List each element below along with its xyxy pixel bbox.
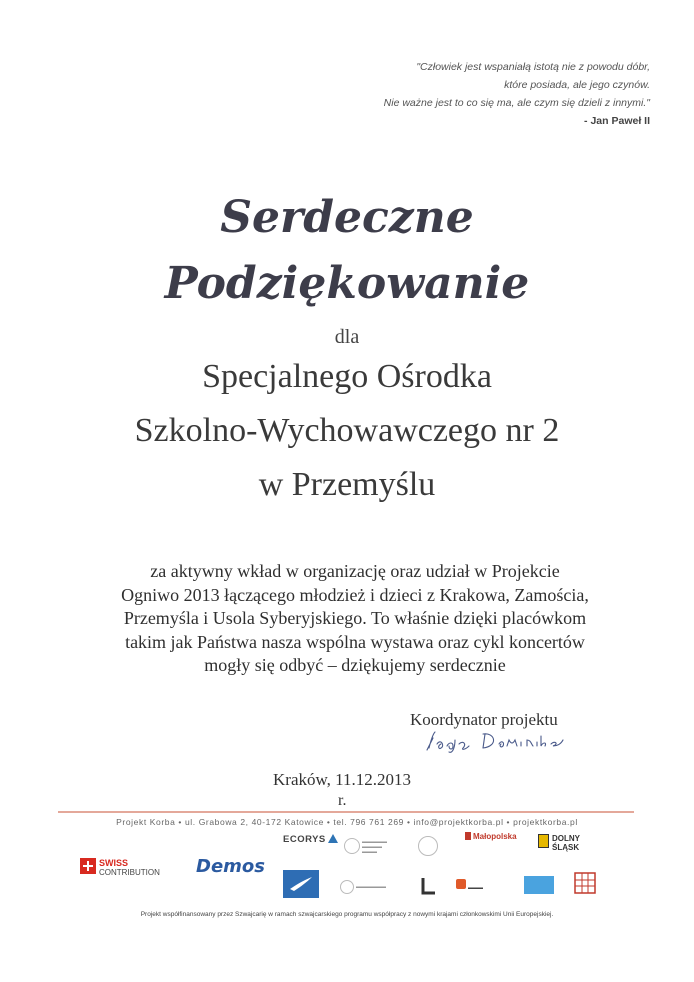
body-line: mogły się odbyć – dziękujemy serdecznie — [204, 655, 506, 675]
ecorys-logo-text: ECORYS — [283, 834, 326, 845]
footer-contact: Projekt Korba • ul. Grabowa 2, 40-172 Katowice • tel. 796 761 269 • info@projektkorba.pl • projektkorba.pl — [116, 817, 578, 827]
emblem-icon — [340, 880, 354, 894]
demos-logo: Demos — [196, 856, 265, 877]
quote-line: które posiada, ale jego czynów. — [504, 79, 650, 91]
funding-disclaimer: Projekt współfinansowany przez Szwajcarię w ramach szwajcarskiego programu współpracy z nowymi krajami członkowskimi Unii Europejskiej. — [140, 911, 554, 918]
eagle-emblem-icon — [344, 838, 360, 854]
body-line: za aktywny wkład w organizację oraz udział w Projekcie — [150, 561, 560, 581]
recipient-line-1: Specjalnego Ośrodka — [202, 358, 492, 395]
grid-logo-icon — [574, 872, 596, 894]
swiss-logo-bottom: CONTRIBUTION — [99, 867, 160, 877]
body-text — [60, 560, 650, 678]
recipient-line-2: Szkolno-Wychowawczego nr 2 — [134, 412, 560, 449]
triangle-icon — [328, 834, 338, 843]
katowice-logo: ▬▬▬ — [456, 876, 483, 894]
ministry-logo: ▬▬▬▬▬ ▬▬▬▬ ▬▬▬ — [362, 839, 387, 855]
quote-line: Nie ważne jest to co się ma, ale czym się dzieli z innymi." — [383, 97, 650, 109]
recipient-line-3: w Przemyślu — [258, 466, 436, 503]
festival-logo-icon — [524, 876, 554, 894]
dolny-slask-line-2: ŚLĄSK — [552, 843, 580, 852]
coordinator-label: Koordynator projektu — [410, 710, 558, 729]
bird-logo-icon — [283, 870, 319, 898]
swiss-contribution-logo — [80, 858, 160, 877]
ecorys-logo — [283, 834, 338, 845]
for-word: dla — [334, 326, 360, 348]
footer-divider — [58, 811, 634, 813]
epigraph-quote — [290, 58, 650, 130]
malopolska-logo-text: Małopolska — [473, 832, 517, 841]
title-line-2: Podziękowanie — [164, 258, 530, 309]
body-line: takim jak Państwa nasza wspólna wystawa oraz cykl koncertów — [125, 631, 585, 652]
body-line: Przemyśla i Usola Syberyjskiego. To właśnie dzięki placówkom — [123, 608, 587, 628]
partner-logo: ▬▬▬▬▬▬ — [356, 884, 386, 890]
dolny-slask-line-1: DOLNY — [552, 834, 580, 843]
school-emblem-icon — [418, 836, 438, 856]
malopolska-crest-icon — [465, 832, 471, 840]
dolny-slask-logo — [539, 834, 580, 852]
swiss-logo-top: SWISS — [99, 857, 129, 868]
l-logo-icon — [420, 876, 438, 896]
handwritten-signature — [423, 728, 573, 754]
malopolska-logo — [465, 832, 517, 841]
title-line-1: Serdeczne — [220, 192, 474, 243]
place-date: Kraków, 11.12.2013 — [273, 770, 412, 789]
body-line: Ogniwo 2013 łączącego młodzież i dzieci z Krakowa, Zamościa, — [121, 584, 589, 605]
swiss-flag-icon — [80, 858, 96, 874]
quote-line: "Człowiek jest wspaniałą istotą nie z powodu dóbr, — [416, 61, 650, 73]
heart-icon — [456, 879, 466, 889]
place-date-suffix: r. — [338, 792, 347, 809]
dolny-slask-crest-icon — [538, 834, 549, 848]
quote-author: - Jan Paweł II — [584, 115, 650, 127]
